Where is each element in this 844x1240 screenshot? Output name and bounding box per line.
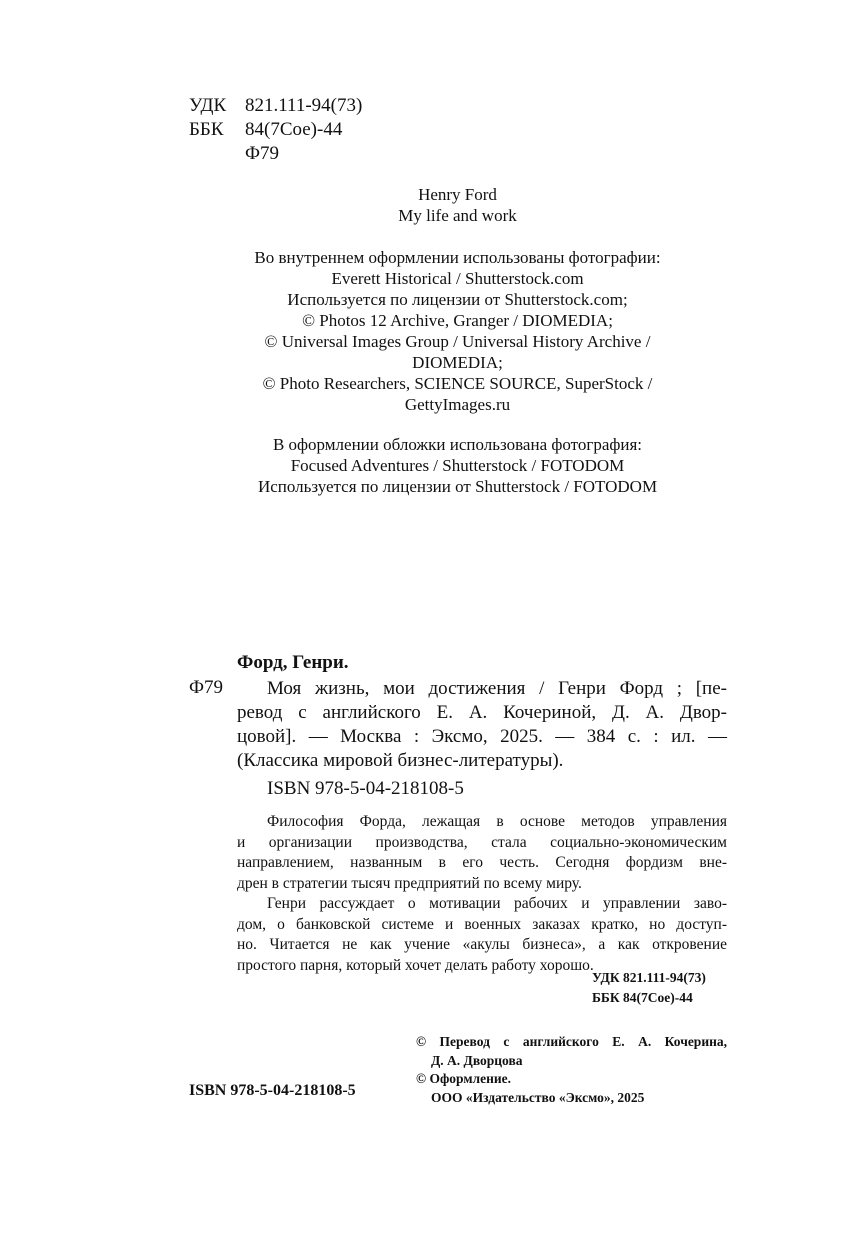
- credit-line: Используется по лицензии от Shutterstock.com;: [287, 290, 628, 309]
- annotation-line: направлением, названным в его честь. Сегодня фордизм вне-: [237, 854, 727, 871]
- credit-line: Focused Adventures / Shutterstock / FOTODOM: [290, 456, 625, 475]
- annotation-bbk: ББК 84(7Сое)-44: [592, 990, 693, 1005]
- classification-block: [189, 94, 362, 166]
- udk-row: [189, 94, 362, 118]
- bbk-value: 84(7Сое)-44: [245, 119, 343, 140]
- credit-line: DIOMEDIA;: [412, 353, 503, 372]
- original-title: My life and work: [398, 206, 517, 225]
- credit-line: Everett Historical / Shutterstock.com: [331, 269, 584, 288]
- author-sign-row: [189, 142, 362, 166]
- bib-sign: Ф79: [189, 677, 224, 698]
- annotation-line: дом, о банковской системе и военных заказах кратко, но доступ-: [237, 915, 727, 933]
- udk-label: УДК: [189, 95, 227, 116]
- copyright-line: © Перевод с английского Е. А. Кочерина,: [416, 1034, 727, 1049]
- annotation-line: дрен в стратегии тысяч предприятий по всему миру.: [237, 874, 582, 892]
- bib-isbn: ISBN 978-5-04-218108-5: [267, 778, 464, 799]
- author-sign: Ф79: [245, 143, 280, 164]
- credit-line: © Photo Researchers, SCIENCE SOURCE, SuperStock /: [262, 374, 653, 393]
- bbk-label: ББК: [189, 119, 224, 140]
- original-title-block: [180, 184, 735, 226]
- credit-line: Используется по лицензии от Shutterstock / FOTODOM: [257, 477, 658, 496]
- photo-credits-cover: [180, 434, 735, 497]
- bib-description: [237, 677, 727, 773]
- bib-description-line: цовой]. — Москва : Эксмо, 2025. — 384 с. : ил. —: [237, 726, 727, 747]
- credit-line: © Photos 12 Archive, Granger / DIOMEDIA;: [302, 311, 613, 330]
- annotation: [237, 812, 727, 976]
- bib-author-heading: Форд, Генри.: [237, 652, 349, 673]
- udk-value: 821.111-94(73): [245, 95, 363, 116]
- annotation-line: простого парня, который хочет делать работу хорошо.: [237, 956, 594, 974]
- annotation-udk: УДК 821.111-94(73): [592, 970, 706, 985]
- credit-line: © Universal Images Group / Universal History Archive /: [264, 332, 651, 351]
- annotation-line: Философия Форда, лежащая в основе методов управления: [267, 813, 727, 830]
- footer-isbn: ISBN 978-5-04-218108-5: [189, 1082, 356, 1099]
- annotation-line: но. Читается не как учение «акулы бизнеса», а как откровение: [237, 936, 727, 953]
- credit-line: В оформлении обложки использована фотография:: [272, 435, 643, 454]
- copyright-line: Д. А. Дворцова: [431, 1052, 523, 1068]
- copyright-block: [416, 1033, 727, 1107]
- copyright-line: ООО «Издательство «Эксмо», 2025: [431, 1089, 645, 1105]
- bib-description-line: (Классика мировой бизнес-литературы).: [237, 750, 564, 771]
- bib-description-line: Моя жизнь, мои достижения / Генри Форд ; [пе-: [267, 678, 727, 699]
- copyright-line: © Оформление.: [416, 1071, 512, 1086]
- annotation-codes: [592, 968, 706, 1008]
- photo-credits-inner: [180, 247, 735, 415]
- annotation-line: и организации производства, стала социально-экономическим: [237, 833, 727, 851]
- original-author: Henry Ford: [418, 185, 497, 204]
- bib-description-line: ревод с английского Е. А. Кочериной, Д. А. Двор-: [237, 702, 727, 723]
- annotation-line: Генри рассуждает о мотивации рабочих и управлении заво-: [267, 895, 727, 912]
- bbk-row: [189, 118, 362, 142]
- credit-line: Во внутреннем оформлении использованы фотографии:: [254, 248, 661, 267]
- credit-line: GettyImages.ru: [404, 395, 511, 414]
